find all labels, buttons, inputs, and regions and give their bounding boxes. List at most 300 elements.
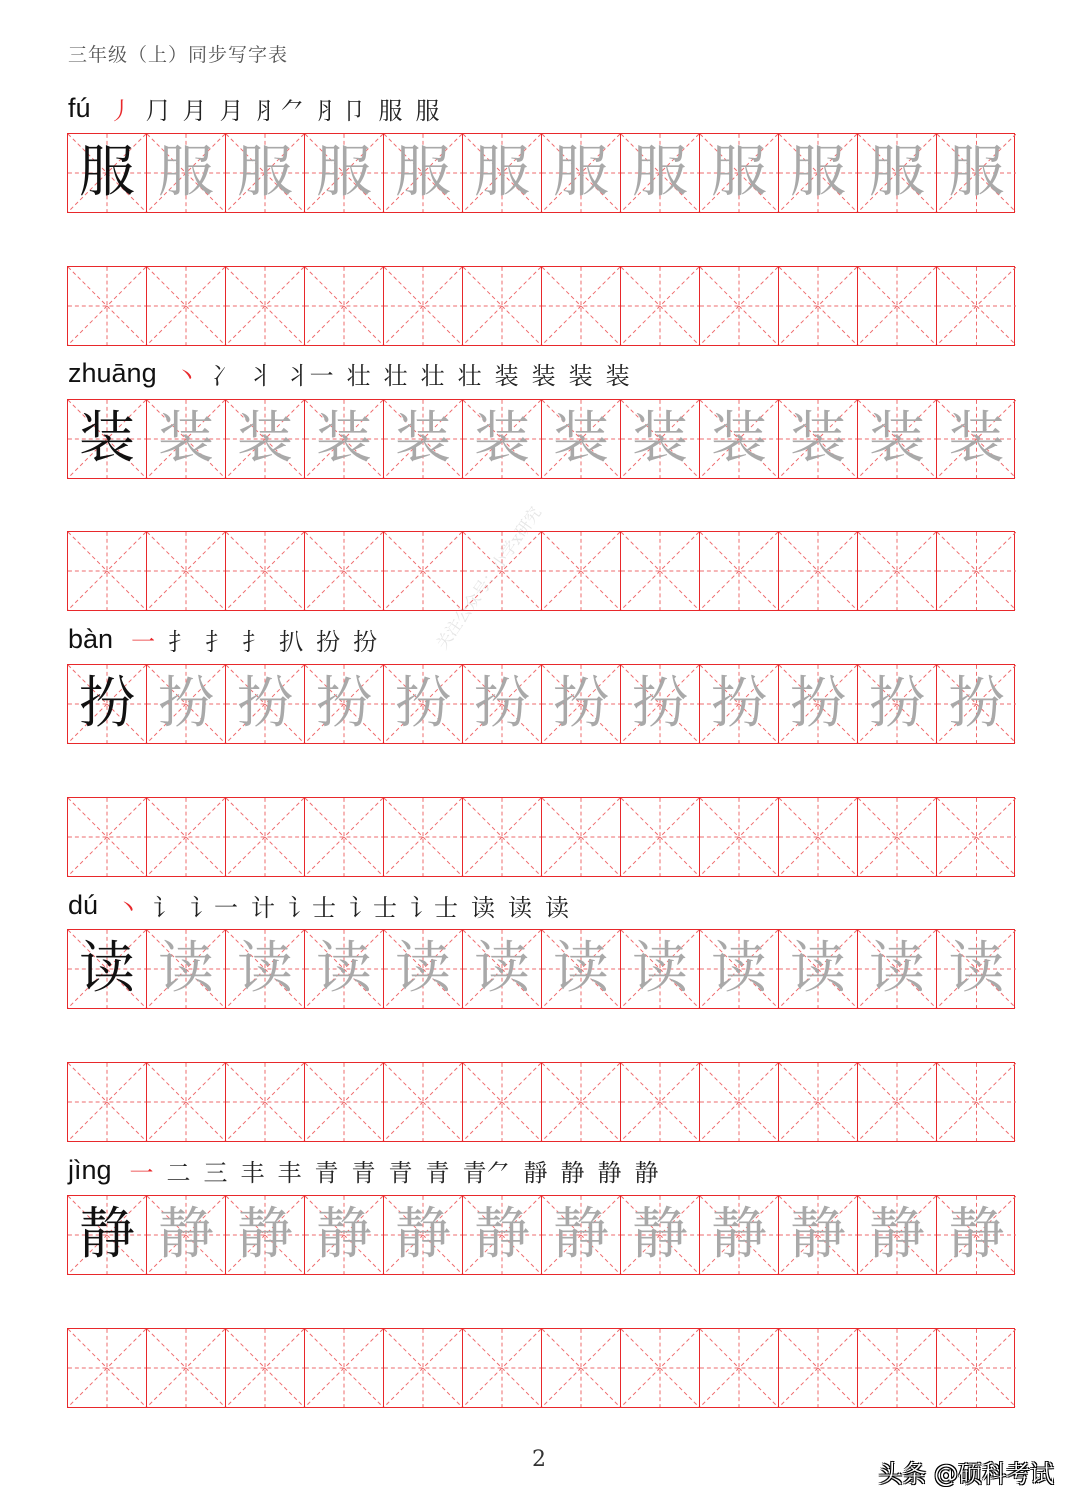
writing-cell[interactable] bbox=[305, 798, 384, 876]
tianzige-guides bbox=[68, 1063, 146, 1141]
writing-cell[interactable] bbox=[147, 532, 226, 610]
writing-cell[interactable] bbox=[700, 1196, 779, 1274]
pinyin-label: dú bbox=[68, 889, 99, 920]
trace-character: 扮 bbox=[632, 671, 688, 736]
tianzige-guides bbox=[858, 267, 936, 345]
tianzige-guides bbox=[779, 1063, 857, 1141]
writing-cell[interactable] bbox=[226, 532, 305, 610]
tianzige-guides bbox=[621, 1063, 699, 1141]
writing-cell[interactable] bbox=[147, 798, 226, 876]
trace-character: 装 bbox=[711, 406, 767, 471]
stroke-step: 讠士 bbox=[410, 893, 459, 922]
stroke-order-line bbox=[68, 353, 643, 393]
stroke-step: 青 bbox=[425, 1158, 450, 1187]
writing-cell[interactable] bbox=[305, 267, 384, 345]
writing-cell[interactable] bbox=[858, 930, 937, 1008]
writing-cell[interactable] bbox=[937, 1063, 1016, 1141]
stroke-step: 服 bbox=[415, 96, 440, 125]
writing-cell[interactable] bbox=[463, 1063, 542, 1141]
stroke-step: 静 bbox=[634, 1158, 659, 1187]
trace-character: 读 bbox=[632, 936, 688, 1001]
writing-cell[interactable] bbox=[68, 1063, 147, 1141]
writing-cell[interactable] bbox=[463, 930, 542, 1008]
trace-character: 扮 bbox=[790, 671, 846, 736]
model-character: 服 bbox=[79, 140, 135, 205]
tianzige-guides bbox=[463, 1063, 541, 1141]
writing-cell[interactable] bbox=[700, 532, 779, 610]
tianzige-guides bbox=[621, 798, 699, 876]
stroke-step: 读 bbox=[471, 893, 496, 922]
writing-cell[interactable] bbox=[779, 930, 858, 1008]
writing-cell[interactable] bbox=[226, 1329, 305, 1407]
writing-cell[interactable] bbox=[700, 1063, 779, 1141]
tianzige-guides bbox=[384, 1063, 462, 1141]
trace-character: 读 bbox=[395, 936, 451, 1001]
writing-cell[interactable] bbox=[68, 532, 147, 610]
blank-practice-row bbox=[67, 266, 1015, 346]
stroke-step: 一 bbox=[129, 1158, 154, 1187]
trace-character: 静 bbox=[395, 1202, 451, 1267]
tianzige-guides bbox=[226, 267, 304, 345]
trace-row bbox=[67, 929, 1015, 1009]
stroke-step: 扌 bbox=[242, 627, 267, 656]
stroke-order-line bbox=[68, 885, 582, 925]
stroke-step: 冫 bbox=[211, 361, 236, 390]
trace-character: 静 bbox=[632, 1202, 688, 1267]
trace-character: 服 bbox=[237, 140, 293, 205]
tianzige-guides bbox=[305, 1329, 383, 1407]
model-character: 扮 bbox=[79, 671, 135, 736]
writing-cell[interactable] bbox=[700, 134, 779, 212]
stroke-step: 讠一 bbox=[190, 893, 239, 922]
writing-cell[interactable] bbox=[542, 1196, 621, 1274]
trace-character: 服 bbox=[711, 140, 767, 205]
writing-cell[interactable] bbox=[621, 930, 700, 1008]
watermark: 关注公众号：小学x研究 bbox=[432, 503, 545, 653]
tianzige-guides bbox=[542, 798, 620, 876]
writing-cell[interactable] bbox=[463, 665, 542, 743]
writing-cell[interactable] bbox=[779, 665, 858, 743]
writing-cell[interactable] bbox=[621, 267, 700, 345]
writing-cell[interactable] bbox=[226, 1196, 305, 1274]
blank-practice-row bbox=[67, 797, 1015, 877]
trace-character: 服 bbox=[869, 140, 925, 205]
writing-cell[interactable] bbox=[68, 267, 147, 345]
tianzige-guides bbox=[779, 532, 857, 610]
tianzige-guides bbox=[305, 1063, 383, 1141]
tianzige-guides bbox=[68, 798, 146, 876]
writing-cell[interactable] bbox=[542, 267, 621, 345]
tianzige-guides bbox=[147, 532, 225, 610]
writing-cell[interactable] bbox=[68, 1329, 147, 1407]
tianzige-guides bbox=[621, 532, 699, 610]
writing-cell[interactable] bbox=[779, 1329, 858, 1407]
writing-cell[interactable] bbox=[700, 267, 779, 345]
writing-cell[interactable] bbox=[937, 134, 1016, 212]
stroke-step: 一 bbox=[131, 627, 156, 656]
stroke-step: 壮 bbox=[346, 361, 371, 390]
trace-character: 装 bbox=[790, 406, 846, 471]
trace-character: 读 bbox=[158, 936, 214, 1001]
writing-cell[interactable] bbox=[384, 400, 463, 478]
trace-character: 装 bbox=[869, 406, 925, 471]
writing-cell[interactable] bbox=[621, 134, 700, 212]
writing-cell[interactable] bbox=[305, 134, 384, 212]
source-credit: 头条 @硕科考试 bbox=[878, 1460, 1054, 1488]
trace-row bbox=[67, 1195, 1015, 1275]
stroke-step: 扮 bbox=[316, 627, 341, 656]
stroke-step: 壮 bbox=[457, 361, 482, 390]
stroke-step: ⺼卩 bbox=[317, 96, 366, 125]
trace-character: 静 bbox=[237, 1202, 293, 1267]
writing-cell[interactable] bbox=[147, 134, 226, 212]
writing-cell[interactable] bbox=[779, 267, 858, 345]
trace-row bbox=[67, 664, 1015, 744]
tianzige-guides bbox=[226, 1063, 304, 1141]
writing-cell[interactable] bbox=[700, 1329, 779, 1407]
writing-cell[interactable] bbox=[463, 134, 542, 212]
writing-cell[interactable] bbox=[226, 798, 305, 876]
writing-cell[interactable] bbox=[305, 400, 384, 478]
trace-character: 读 bbox=[316, 936, 372, 1001]
writing-cell[interactable] bbox=[937, 267, 1016, 345]
tianzige-guides bbox=[937, 798, 1016, 876]
writing-cell[interactable] bbox=[779, 1196, 858, 1274]
writing-cell[interactable] bbox=[858, 1196, 937, 1274]
stroke-step: 壮 bbox=[420, 361, 445, 390]
trace-character: 扮 bbox=[237, 671, 293, 736]
writing-cell[interactable] bbox=[384, 267, 463, 345]
writing-cell[interactable] bbox=[463, 267, 542, 345]
tianzige-guides bbox=[937, 1329, 1016, 1407]
stroke-step: 扌 bbox=[205, 627, 230, 656]
writing-cell[interactable] bbox=[147, 930, 226, 1008]
writing-cell[interactable] bbox=[226, 267, 305, 345]
stroke-step: 装 bbox=[605, 361, 630, 390]
stroke-step: 静 bbox=[560, 1158, 585, 1187]
writing-cell[interactable] bbox=[68, 134, 147, 212]
trace-character: 扮 bbox=[158, 671, 214, 736]
stroke-step: ⺆ bbox=[145, 96, 170, 125]
writing-cell[interactable] bbox=[542, 665, 621, 743]
stroke-step: 靜 bbox=[523, 1158, 548, 1187]
writing-cell[interactable] bbox=[463, 532, 542, 610]
stroke-order-line bbox=[68, 88, 453, 128]
writing-cell[interactable] bbox=[68, 798, 147, 876]
writing-cell[interactable] bbox=[305, 1329, 384, 1407]
trace-character: 装 bbox=[316, 406, 372, 471]
writing-cell[interactable] bbox=[779, 134, 858, 212]
writing-cell[interactable] bbox=[147, 1063, 226, 1141]
writing-cell[interactable] bbox=[937, 665, 1016, 743]
trace-row bbox=[67, 399, 1015, 479]
stroke-step: ⺼⺈ bbox=[256, 96, 305, 125]
trace-character: 装 bbox=[474, 406, 530, 471]
tianzige-guides bbox=[384, 1329, 462, 1407]
blank-practice-row bbox=[67, 1062, 1015, 1142]
writing-cell[interactable] bbox=[384, 1329, 463, 1407]
trace-character: 读 bbox=[237, 936, 293, 1001]
trace-character: 静 bbox=[553, 1202, 609, 1267]
trace-character: 服 bbox=[553, 140, 609, 205]
writing-cell[interactable] bbox=[384, 134, 463, 212]
trace-character: 读 bbox=[948, 936, 1005, 1001]
writing-cell[interactable] bbox=[621, 665, 700, 743]
writing-cell[interactable] bbox=[621, 1196, 700, 1274]
writing-cell[interactable] bbox=[858, 665, 937, 743]
tianzige-guides bbox=[700, 267, 778, 345]
stroke-step: 装 bbox=[494, 361, 519, 390]
tianzige-guides bbox=[621, 1329, 699, 1407]
writing-cell[interactable] bbox=[621, 1063, 700, 1141]
trace-character: 读 bbox=[553, 936, 609, 1001]
blank-practice-row bbox=[67, 1328, 1015, 1408]
trace-character: 读 bbox=[711, 936, 767, 1001]
trace-character: 扮 bbox=[553, 671, 609, 736]
pinyin-label: zhuāng bbox=[68, 357, 157, 388]
writing-cell[interactable] bbox=[779, 400, 858, 478]
tianzige-guides bbox=[700, 532, 778, 610]
writing-cell[interactable] bbox=[542, 930, 621, 1008]
writing-cell[interactable] bbox=[384, 532, 463, 610]
writing-cell[interactable] bbox=[384, 1063, 463, 1141]
stroke-step: 服 bbox=[378, 96, 403, 125]
stroke-step: 二 bbox=[166, 1158, 191, 1187]
writing-cell[interactable] bbox=[305, 665, 384, 743]
writing-cell[interactable] bbox=[779, 532, 858, 610]
writing-cell[interactable] bbox=[305, 532, 384, 610]
stroke-step: 青 bbox=[314, 1158, 339, 1187]
stroke-step: 计 bbox=[251, 893, 276, 922]
trace-character: 服 bbox=[474, 140, 530, 205]
model-character: 静 bbox=[79, 1202, 135, 1267]
trace-character: 静 bbox=[158, 1202, 214, 1267]
writing-cell[interactable] bbox=[384, 798, 463, 876]
writing-cell[interactable] bbox=[858, 798, 937, 876]
stroke-order-line bbox=[68, 1150, 672, 1190]
writing-cell[interactable] bbox=[147, 400, 226, 478]
pinyin-label: fú bbox=[68, 92, 91, 123]
trace-character: 读 bbox=[790, 936, 846, 1001]
stroke-step: 三 bbox=[203, 1158, 228, 1187]
trace-character: 服 bbox=[948, 140, 1005, 205]
writing-cell[interactable] bbox=[937, 930, 1016, 1008]
writing-cell[interactable] bbox=[700, 798, 779, 876]
tianzige-guides bbox=[384, 798, 462, 876]
writing-cell[interactable] bbox=[937, 1196, 1016, 1274]
trace-character: 静 bbox=[869, 1202, 925, 1267]
trace-character: 静 bbox=[711, 1202, 767, 1267]
tianzige-guides bbox=[305, 798, 383, 876]
writing-cell[interactable] bbox=[937, 1329, 1016, 1407]
writing-cell[interactable] bbox=[621, 400, 700, 478]
writing-cell[interactable] bbox=[68, 1196, 147, 1274]
stroke-step: 读 bbox=[545, 893, 570, 922]
stroke-step: 扒 bbox=[279, 627, 304, 656]
trace-row bbox=[67, 133, 1015, 213]
stroke-step: 青 bbox=[351, 1158, 376, 1187]
writing-cell[interactable] bbox=[858, 1329, 937, 1407]
tianzige-guides bbox=[937, 267, 1016, 345]
tianzige-guides bbox=[937, 532, 1016, 610]
writing-cell[interactable] bbox=[542, 1329, 621, 1407]
tianzige-guides bbox=[305, 267, 383, 345]
writing-cell[interactable] bbox=[226, 665, 305, 743]
writing-cell[interactable] bbox=[542, 798, 621, 876]
writing-cell[interactable] bbox=[542, 532, 621, 610]
writing-cell[interactable] bbox=[858, 400, 937, 478]
writing-cell[interactable] bbox=[305, 930, 384, 1008]
tianzige-guides bbox=[542, 532, 620, 610]
writing-cell[interactable] bbox=[858, 267, 937, 345]
writing-cell[interactable] bbox=[384, 665, 463, 743]
stroke-order-line bbox=[68, 619, 390, 659]
writing-cell[interactable] bbox=[858, 134, 937, 212]
pinyin-label: bàn bbox=[68, 623, 114, 654]
stroke-step: 丬 bbox=[248, 361, 273, 390]
stroke-step: 丰 bbox=[277, 1158, 302, 1187]
writing-cell[interactable] bbox=[621, 532, 700, 610]
tianzige-guides bbox=[858, 1063, 936, 1141]
writing-cell[interactable] bbox=[147, 267, 226, 345]
tianzige-guides bbox=[463, 532, 541, 610]
writing-cell[interactable] bbox=[937, 400, 1016, 478]
tianzige-guides bbox=[384, 267, 462, 345]
writing-cell[interactable] bbox=[621, 1329, 700, 1407]
tianzige-guides bbox=[542, 267, 620, 345]
stroke-step: 装 bbox=[568, 361, 593, 390]
tianzige-guides bbox=[858, 1329, 936, 1407]
tianzige-guides bbox=[226, 1329, 304, 1407]
tianzige-guides bbox=[779, 267, 857, 345]
tianzige-guides bbox=[937, 1063, 1016, 1141]
stroke-step: 扮 bbox=[353, 627, 378, 656]
stroke-step: 月 bbox=[182, 96, 207, 125]
writing-cell[interactable] bbox=[463, 798, 542, 876]
stroke-step: 扌 bbox=[168, 627, 193, 656]
trace-character: 静 bbox=[790, 1202, 846, 1267]
writing-cell[interactable] bbox=[226, 930, 305, 1008]
tianzige-guides bbox=[226, 798, 304, 876]
stroke-step: 丬一 bbox=[285, 361, 334, 390]
stroke-step: 丰 bbox=[240, 1158, 265, 1187]
stroke-step: 月 bbox=[219, 96, 244, 125]
trace-character: 静 bbox=[316, 1202, 372, 1267]
tianzige-guides bbox=[700, 798, 778, 876]
tianzige-guides bbox=[779, 798, 857, 876]
writing-cell[interactable] bbox=[463, 1196, 542, 1274]
page-title: 三年级（上）同步写字表 bbox=[68, 44, 289, 66]
stroke-step: 讠士 bbox=[288, 893, 337, 922]
tianzige-guides bbox=[68, 267, 146, 345]
trace-character: 读 bbox=[474, 936, 530, 1001]
tianzige-guides bbox=[858, 798, 936, 876]
writing-cell[interactable] bbox=[68, 930, 147, 1008]
writing-cell[interactable] bbox=[147, 1329, 226, 1407]
trace-character: 扮 bbox=[869, 671, 925, 736]
writing-cell[interactable] bbox=[147, 665, 226, 743]
tianzige-guides bbox=[700, 1329, 778, 1407]
writing-cell[interactable] bbox=[858, 1063, 937, 1141]
stroke-step: 壮 bbox=[383, 361, 408, 390]
writing-cell[interactable] bbox=[542, 1063, 621, 1141]
stroke-step: 丶 bbox=[174, 361, 199, 390]
tianzige-guides bbox=[858, 532, 936, 610]
writing-cell[interactable] bbox=[937, 532, 1016, 610]
writing-cell[interactable] bbox=[384, 1196, 463, 1274]
model-character: 读 bbox=[79, 936, 135, 1001]
writing-cell[interactable] bbox=[779, 798, 858, 876]
tianzige-guides bbox=[542, 1329, 620, 1407]
writing-cell[interactable] bbox=[463, 400, 542, 478]
writing-cell[interactable] bbox=[779, 1063, 858, 1141]
tianzige-guides bbox=[147, 798, 225, 876]
writing-cell[interactable] bbox=[384, 930, 463, 1008]
trace-character: 扮 bbox=[395, 671, 451, 736]
writing-cell[interactable] bbox=[226, 400, 305, 478]
writing-cell[interactable] bbox=[226, 134, 305, 212]
trace-character: 服 bbox=[632, 140, 688, 205]
tianzige-guides bbox=[384, 532, 462, 610]
trace-character: 装 bbox=[395, 406, 451, 471]
writing-cell[interactable] bbox=[542, 400, 621, 478]
stroke-step: 青 bbox=[388, 1158, 413, 1187]
blank-practice-row bbox=[67, 531, 1015, 611]
writing-cell[interactable] bbox=[463, 1329, 542, 1407]
tianzige-guides bbox=[463, 1329, 541, 1407]
trace-character: 静 bbox=[948, 1202, 1005, 1267]
tianzige-guides bbox=[147, 1063, 225, 1141]
stroke-step: 丿 bbox=[108, 96, 133, 125]
writing-cell[interactable] bbox=[700, 930, 779, 1008]
trace-character: 读 bbox=[869, 936, 925, 1001]
writing-cell[interactable] bbox=[68, 665, 147, 743]
trace-character: 扮 bbox=[474, 671, 530, 736]
trace-character: 服 bbox=[395, 140, 451, 205]
page-number: 2 bbox=[532, 1447, 546, 1472]
trace-character: 装 bbox=[553, 406, 609, 471]
pinyin-label: jìng bbox=[68, 1154, 112, 1185]
writing-cell[interactable] bbox=[147, 1196, 226, 1274]
writing-cell[interactable] bbox=[68, 400, 147, 478]
writing-cell[interactable] bbox=[542, 134, 621, 212]
tianzige-guides bbox=[779, 1329, 857, 1407]
writing-cell[interactable] bbox=[305, 1196, 384, 1274]
tianzige-guides bbox=[542, 1063, 620, 1141]
tianzige-guides bbox=[463, 267, 541, 345]
writing-cell[interactable] bbox=[700, 665, 779, 743]
tianzige-guides bbox=[68, 1329, 146, 1407]
writing-cell[interactable] bbox=[937, 798, 1016, 876]
trace-character: 服 bbox=[316, 140, 372, 205]
stroke-step: 静 bbox=[597, 1158, 622, 1187]
writing-cell[interactable] bbox=[305, 1063, 384, 1141]
stroke-step: 丶 bbox=[116, 893, 141, 922]
writing-cell[interactable] bbox=[226, 1063, 305, 1141]
tianzige-guides bbox=[463, 798, 541, 876]
tianzige-guides bbox=[68, 532, 146, 610]
trace-character: 装 bbox=[948, 406, 1005, 471]
writing-cell[interactable] bbox=[621, 798, 700, 876]
writing-cell[interactable] bbox=[700, 400, 779, 478]
trace-character: 服 bbox=[158, 140, 214, 205]
trace-character: 装 bbox=[237, 406, 293, 471]
writing-cell[interactable] bbox=[858, 532, 937, 610]
tianzige-guides bbox=[147, 267, 225, 345]
trace-character: 装 bbox=[632, 406, 688, 471]
model-character: 装 bbox=[79, 406, 135, 471]
tianzige-guides bbox=[305, 532, 383, 610]
